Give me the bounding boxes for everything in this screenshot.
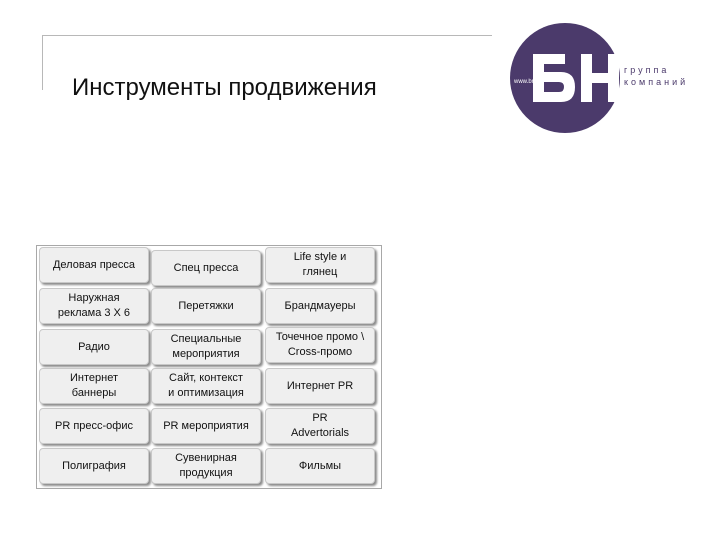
logo-url: www.bn.ru [514,79,543,85]
table-cell: Специальные мероприятия [151,329,261,365]
table-cell: Деловая пресса [39,247,149,283]
table-cell: PR мероприятия [151,408,261,444]
table-cell: Спец пресса [151,250,261,286]
table-cell: Радио [39,329,149,365]
table-cell: Полиграфия [39,448,149,484]
table-cell: Сайт, контекст и оптимизация [151,368,261,404]
table-cell: PR пресс-офис [39,408,149,444]
table-cell: Перетяжки [151,288,261,324]
table-cell: Сувенирная продукция [151,448,261,484]
company-logo [509,22,621,134]
slide-frame-left [42,35,43,90]
table-cell: Life style и глянец [265,247,375,283]
table-cell: Наружная реклама 3 Х 6 [39,288,149,324]
logo-sub-line1: группа [624,65,670,75]
table-cell: Интернет PR [265,368,375,404]
table-cell: Точечное промо \ Cross-промо [265,327,375,363]
table-cell: Фильмы [265,448,375,484]
table-cell: Брандмауеры [265,288,375,324]
table-cell: Интернет баннеры [39,368,149,404]
logo-graphic [509,22,621,134]
page-title: Инструменты продвижения [72,74,377,101]
slide-frame-top [42,35,492,36]
tools-table [36,245,382,489]
logo-sub-line2: компаний [624,77,689,87]
table-cell: PR Advertorials [265,408,375,444]
logo-subtitle [624,64,688,88]
